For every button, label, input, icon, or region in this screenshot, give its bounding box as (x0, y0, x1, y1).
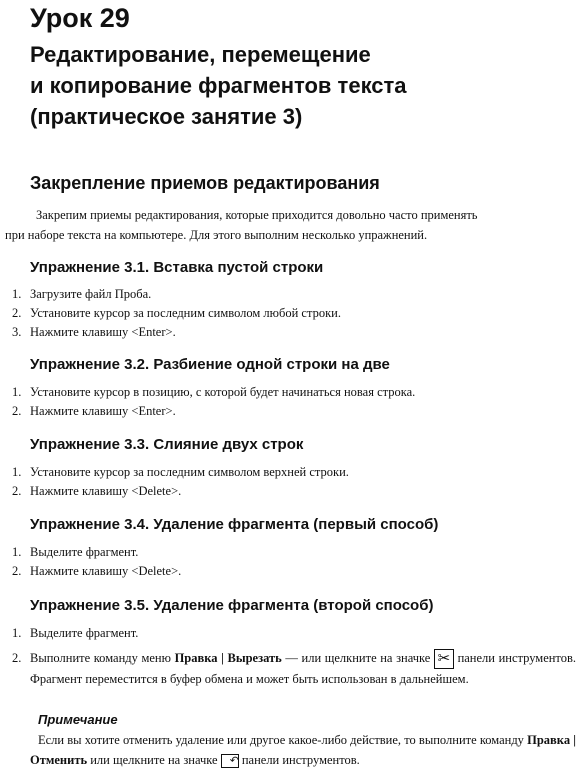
intro-line: Закрепим приемы редактирования, которые приходится довольно часто применять (36, 208, 478, 222)
step-number: 1. (12, 287, 22, 301)
step-number: 3. (12, 325, 22, 339)
exercise-heading: Упражнение 3.1. Вставка пустой строки (30, 259, 324, 276)
step-number: 2. (12, 306, 22, 320)
step-number: 1. (12, 385, 22, 399)
title-line: и копирование фрагментов текста (30, 73, 407, 98)
menu-command: Правка | Отменить (30, 733, 576, 767)
step-number: 1. (12, 626, 22, 640)
scissors-icon: ✂ (434, 649, 454, 669)
list-item (0, 463, 349, 482)
exercise-heading: Упражнение 3.2. Разбиение одной строки на две (30, 356, 390, 373)
step-text (0, 648, 576, 689)
section-heading: Закрепление приемов редактирования (30, 173, 380, 193)
exercise-heading: Упражнение 3.5. Удаление фрагмента (второй способ) (30, 597, 434, 614)
list-item (0, 323, 341, 342)
note-text-middle: или щелкните на значке (90, 753, 218, 767)
step-number: 2. (12, 484, 22, 498)
exercise-heading: Упражнение 3.4. Удаление фрагмента (первый способ) (30, 516, 439, 533)
title-line: Редактирование, перемещение (30, 42, 371, 67)
step-text: Загрузите файл Проба. (30, 287, 152, 301)
list-item (0, 285, 341, 304)
list-item (0, 402, 415, 421)
note-text-start: Если вы хотите отменить удаление или другое какое-либо действие, то выполните команду (38, 733, 524, 747)
step-number: 2. (12, 651, 22, 665)
list-item (0, 543, 181, 562)
step-text: Нажмите клавишу <Delete>. (30, 564, 182, 578)
list-item (0, 624, 138, 643)
undo-icon: ↶ (221, 754, 239, 768)
step-text: Нажмите клавишу <Enter>. (30, 404, 176, 418)
step-text: Нажмите клавишу <Delete>. (30, 484, 182, 498)
exercise-steps (0, 463, 349, 501)
intro-paragraph (5, 205, 575, 245)
list-item (0, 383, 415, 402)
step-text: Установите курсор за последним символом верхней строки. (30, 465, 349, 479)
step-text: Выделите фрагмент. (30, 545, 139, 559)
lesson-title (30, 39, 407, 132)
step-number: 2. (12, 404, 22, 418)
lesson-number: Урок 29 (30, 3, 130, 33)
exercise-steps (0, 624, 138, 643)
note-text (30, 730, 576, 770)
list-item (0, 562, 181, 581)
step-number: 1. (12, 465, 22, 479)
list-item (0, 648, 576, 689)
exercise-steps (0, 383, 415, 421)
step-number: 1. (12, 545, 22, 559)
step-text-start: Выполните команду меню (30, 651, 171, 665)
step-number: 2. (12, 564, 22, 578)
exercise-steps (0, 285, 341, 342)
note-paragraph (30, 730, 576, 770)
step-text: Выделите фрагмент. (30, 626, 139, 640)
note-text-end: панели инструментов. (241, 753, 360, 767)
step-text: Установите курсор в позицию, с которой будет начинаться новая строка. (30, 385, 416, 399)
step-text-middle: — или щелкните на значке (285, 651, 431, 665)
list-item (0, 482, 349, 501)
intro-line: при наборе текста на компьютере. Для этого выполним несколько упражнений. (5, 228, 428, 242)
list-item (0, 304, 341, 323)
step-text-end: панели инструментов. Фрагмент переместится в буфер обмена и может быть использован в дальнейшем. (30, 651, 577, 687)
title-line: (практическое занятие 3) (30, 104, 303, 129)
exercise-heading: Упражнение 3.3. Слияние двух строк (30, 436, 304, 453)
step-text: Нажмите клавишу <Enter>. (30, 325, 176, 339)
menu-command: Правка | Вырезать (174, 651, 282, 665)
note-heading: Примечание (38, 712, 118, 727)
step-text: Установите курсор за последним символом любой строки. (30, 306, 341, 320)
exercise-steps (0, 543, 181, 581)
